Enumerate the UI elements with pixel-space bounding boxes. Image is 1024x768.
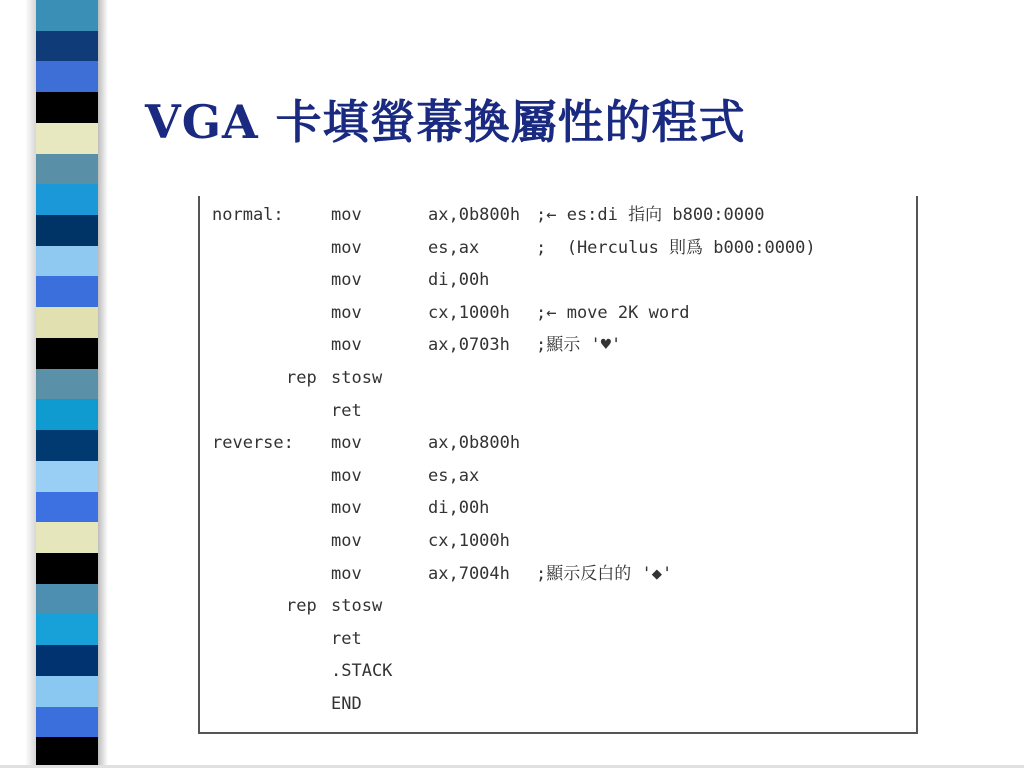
stripe-block: [36, 461, 98, 492]
code-comment: ;顯示 '♥': [536, 335, 622, 356]
code-mnemonic: mov: [331, 205, 362, 225]
assembly-code-listing: [198, 196, 918, 734]
stripe-block: [36, 522, 98, 553]
slide-title: VGA 卡填螢幕換屬性的程式: [145, 95, 746, 149]
stripe-block: [36, 123, 98, 154]
code-operands: cx,1000h: [428, 302, 510, 323]
stripe-block: [36, 307, 98, 338]
code-mnemonic: mov: [331, 465, 362, 486]
code-mnemonic: mov: [331, 237, 362, 258]
decorative-stripe-bar: [0, 0, 100, 768]
code-mnemonic: mov: [331, 433, 362, 454]
code-mnemonic: END: [331, 694, 362, 714]
stripe-bar-shadow-left: [0, 0, 36, 768]
code-comment: ;← move 2K word: [536, 302, 690, 323]
stripe-block: [36, 338, 98, 369]
stripe-block: [36, 430, 98, 461]
stripe-block: [36, 676, 98, 707]
stripe-block: [36, 0, 98, 31]
code-mnemonic: mov: [331, 531, 362, 551]
stripe-block: [36, 61, 98, 92]
code-mnemonic: mov: [331, 270, 362, 291]
code-operands: ax,7004h: [428, 563, 510, 584]
code-mnemonic: ret: [331, 628, 362, 649]
code-prefix: rep: [286, 596, 317, 617]
code-mnemonic: mov: [331, 498, 362, 519]
stripe-block: [36, 614, 98, 645]
stripe-block: [36, 154, 98, 185]
stripe-block: [36, 584, 98, 615]
code-comment: ; (Herculus 則爲 b000:0000): [536, 237, 816, 258]
code-mnemonic: mov: [331, 335, 362, 356]
code-prefix: rep: [286, 368, 317, 388]
code-operands: es,ax: [428, 465, 480, 486]
code-operands: ax,0b800h: [428, 433, 521, 454]
stripe-block: [36, 399, 98, 430]
code-operands: di,00h: [428, 498, 490, 519]
stripe-block: [36, 184, 98, 215]
code-operands: di,00h: [428, 270, 490, 291]
code-operands: ax,0703h: [428, 335, 510, 356]
stripe-block: [36, 31, 98, 62]
code-mnemonic: stosw: [331, 596, 383, 617]
stripe-block: [36, 707, 98, 738]
stripe-block: [36, 92, 98, 123]
stripe-block: [36, 276, 98, 307]
code-mnemonic: ret: [331, 400, 362, 421]
stripe-block: [36, 645, 98, 676]
code-mnemonic: mov: [331, 563, 362, 584]
code-operands: es,ax: [428, 237, 480, 258]
stripe-block: [36, 246, 98, 277]
stripe-bar-shadow-right: [98, 0, 108, 768]
stripe-block: [36, 492, 98, 523]
code-mnemonic: .STACK: [331, 661, 393, 682]
code-comment: ;← es:di 指向 b800:0000: [536, 205, 765, 225]
code-mnemonic: stosw: [331, 368, 383, 388]
stripe-block: [36, 369, 98, 400]
code-label: reverse:: [212, 433, 294, 454]
code-comment: ;顯示反白的 '◆': [536, 563, 673, 584]
stripe-block: [36, 215, 98, 246]
code-operands: ax,0b800h: [428, 205, 521, 225]
stripe-block: [36, 553, 98, 584]
code-label: normal:: [212, 205, 284, 225]
code-operands: cx,1000h: [428, 531, 510, 551]
code-mnemonic: mov: [331, 302, 362, 323]
stripe-block: [36, 737, 98, 768]
